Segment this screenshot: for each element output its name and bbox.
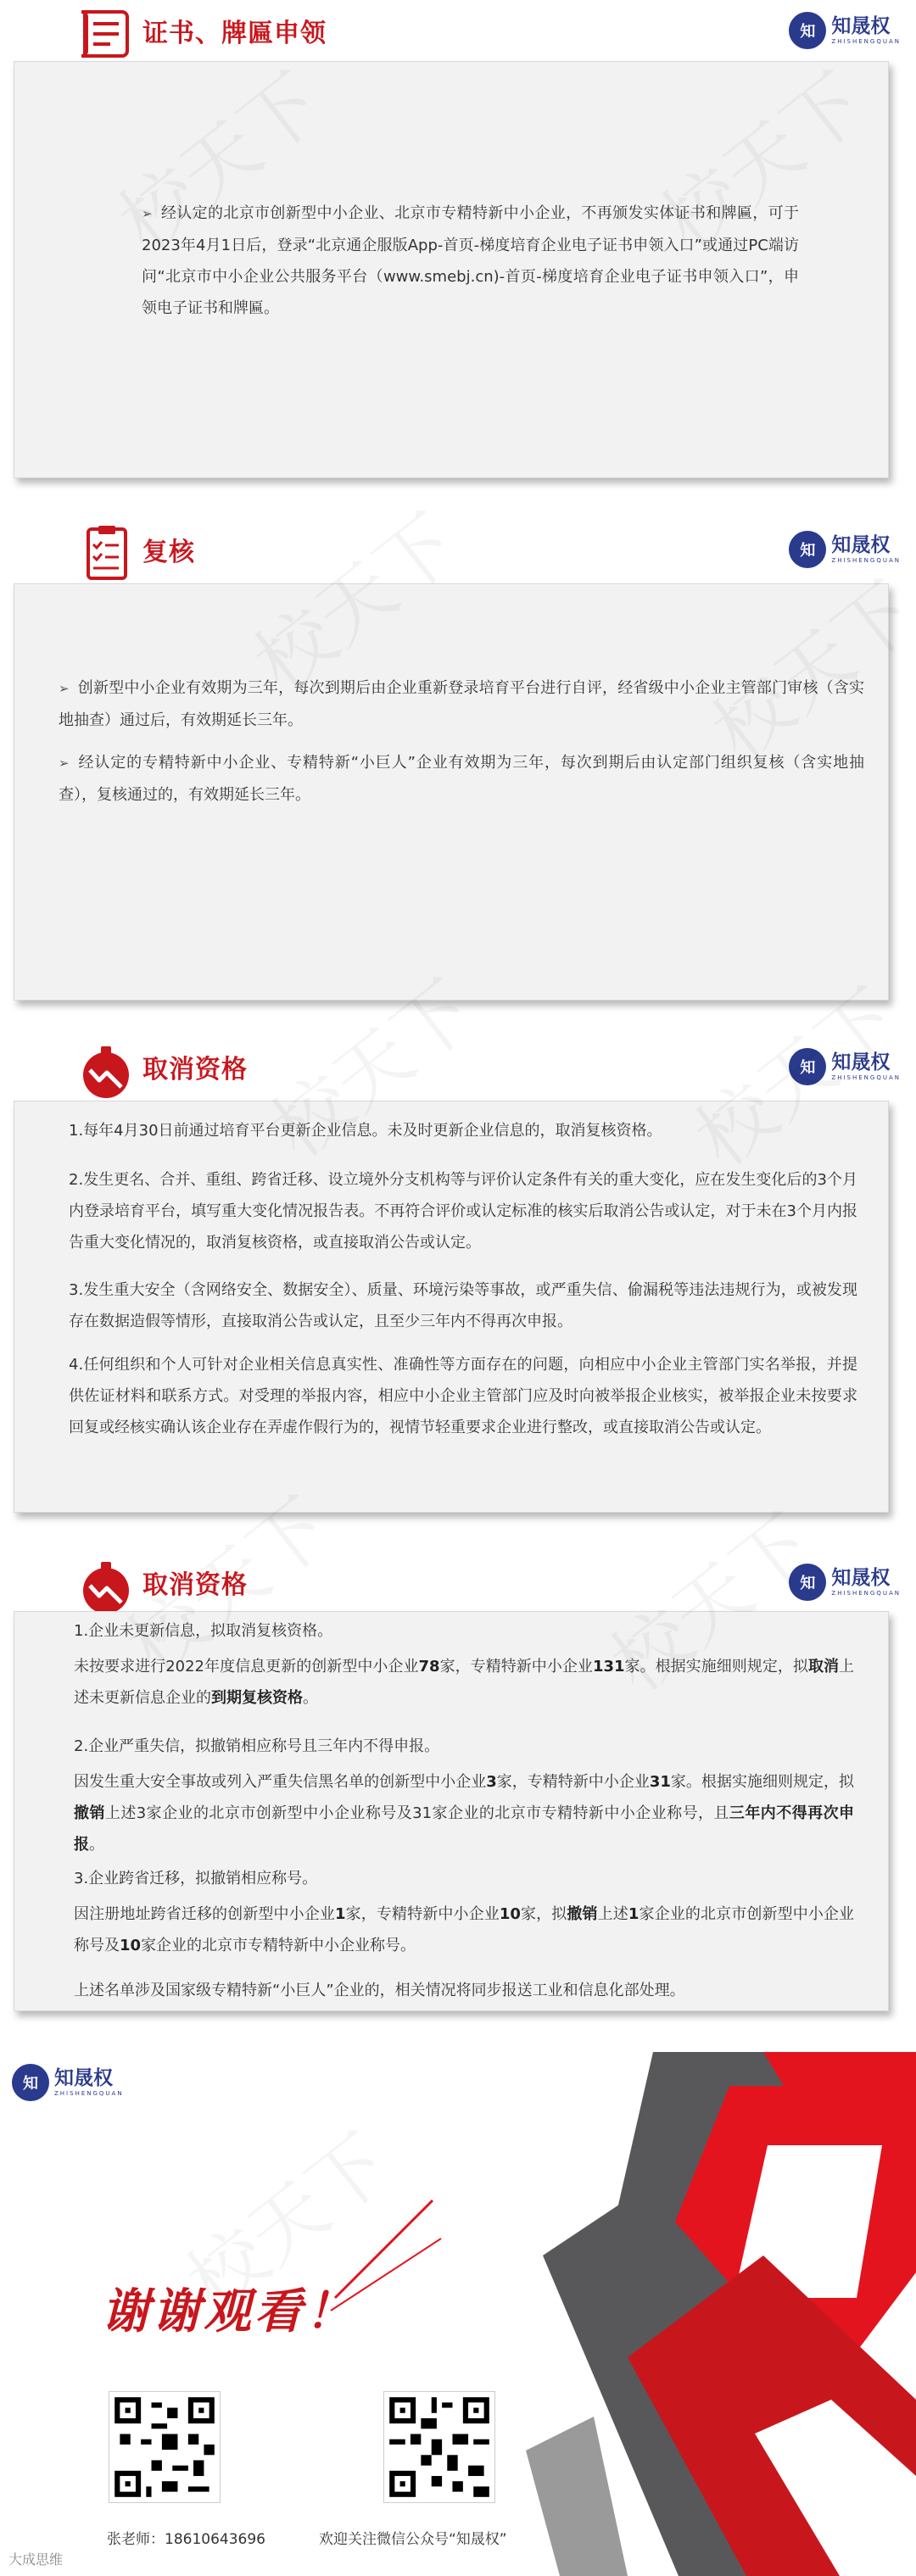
thanks-text: 谢谢观看！	[102, 2283, 356, 2339]
brand-name: 知晟权	[831, 533, 891, 556]
section-header-cancel-list	[0, 1552, 916, 1620]
paragraph: ➢ 经认定的专精特新中小企业、专精特新“小巨人”企业有效期为三年，每次到期后由认定部门组织复核（含实地抽查），复核通过的，有效期延长三年。	[59, 754, 864, 804]
brand-mark-icon: 知	[789, 12, 826, 49]
paragraph: 因发生重大安全事故或列入严重失信黑名单的创新型中小企业3家，专精特新中小企业31家。根据实施细则规定，拟撤销上述3家企业的北京市创新型中小企业称号及31家企业的北京市专精特新中小企业称号，且三年内不得再次申报。	[74, 1773, 855, 1854]
paragraph: 1.每年4月30日前通过培育平台更新企业信息。未及时更新企业信息的，取消复核资格。	[69, 1122, 662, 1140]
qr-code-teacher	[109, 2391, 221, 2503]
decline-chart-icon	[76, 1041, 136, 1101]
brand-name-en: ZHISHENGQUAN	[54, 2089, 124, 2097]
brand-logo	[789, 8, 901, 53]
panel-cancel-list	[14, 1611, 889, 2011]
section-title: 证书、牌匾申领	[142, 19, 327, 48]
checklist-icon	[76, 524, 136, 583]
ending-page	[0, 2052, 916, 2576]
paragraph: 1.企业未更新信息，拟取消复核资格。	[74, 1622, 333, 1640]
arrow-bullet-icon: ➢	[142, 206, 153, 221]
brand-logo	[789, 527, 901, 572]
brand-mark-icon: 知	[12, 2064, 49, 2101]
brand-name: 知晟权	[831, 14, 891, 37]
arrow-bullet-icon: ➢	[59, 756, 70, 771]
brand-name-en: ZHISHENGQUAN	[831, 1073, 901, 1081]
paragraph: 4.任何组织和个人可针对企业相关信息真实性、准确性等方面存在的问题，向相应中小企业主管部门实名举报，并提供佐证材料和联系方式。对受理的举报内容，相应中小企业主管部门应及时向被举报企业核实，被举报企业未按要求回复或经核实确认该企业存在弄虚作假行为的，视情节轻重要求企业进行整改，或直接取消公告或认定。	[69, 1356, 857, 1436]
brand-name: 知晟权	[831, 1566, 891, 1589]
paragraph: 2.发生更名、合并、重组、跨省迁移、设立境外分支机构等与评价认定条件有关的重大变化，应在发生变化后的3个月内登录培育平台，填写重大变化情况报告表。不再符合评价或认定标准的核实后取消公告或认定，对于未在3个月内报告重大变化情况的，取消复核资格，或直接取消公告或认定。	[69, 1171, 857, 1252]
brand-logo	[12, 2060, 124, 2105]
certificate-icon	[76, 5, 136, 64]
decline-chart-icon	[76, 1557, 136, 1616]
paragraph: 未按要求进行2022年度信息更新的创新型中小企业78家，专精特新中小企业131家。根据实施细则规定，拟取消上述未更新信息企业的到期复核资格。	[74, 1658, 855, 1707]
wechat-follow-text: 欢迎关注微信公众号“知晟权”	[319, 2531, 507, 2548]
brand-mark-icon: 知	[789, 1564, 826, 1601]
brand-name-en: ZHISHENGQUAN	[831, 1589, 901, 1597]
arrow-bullet-icon: ➢	[59, 681, 70, 696]
paragraph: 2.企业严重失信，拟撤销相应称号且三年内不得申报。	[74, 1737, 440, 1755]
brand-logo	[789, 1045, 901, 1089]
paragraph: 3.企业跨省迁移，拟撤销相应称号。	[74, 1870, 318, 1887]
section-header-cancel	[0, 1036, 916, 1104]
qr-code-wechat	[383, 2391, 495, 2503]
panel-cancel	[14, 1101, 889, 1513]
panel-review	[14, 583, 889, 1001]
paragraph: 3.发生重大安全（含网络安全、数据安全）、质量、环境污染等事故，或严重失信、偷漏税等违法违规行为，或被发现存在数据造假等情形，直接取消公告或认定，且至少三年内不得再次申报。	[69, 1281, 857, 1330]
brand-name: 知晟权	[831, 1051, 891, 1073]
teacher-contact: 张老师：18610643696	[107, 2531, 265, 2548]
panel-certificate	[14, 61, 889, 478]
paragraph: ➢ 经认定的北京市创新型中小企业、北京市专精特新中小企业，不再颁发实体证书和牌匾，可于2023年4月1日后，登录“北京通企服版App-首页-梯度培育企业电子证书申领入口”或通过PC端访问“北京市中小企业公共服务平台（www.smebj.cn)-首页-梯度培育企业电子证书申领入口”，申领电子证书和牌匾。	[142, 204, 799, 317]
brand-mark-icon: 知	[789, 1048, 826, 1085]
section-title: 取消资格	[142, 1570, 248, 1600]
paragraph: 上述名单涉及国家级专精特新“小巨人”企业的，相关情况将同步报送工业和信息化部处理。	[74, 1982, 685, 1999]
section-title: 复核	[142, 538, 195, 567]
brand-name: 知晟权	[54, 2066, 113, 2089]
brand-logo	[789, 1560, 901, 1604]
brand-name-en: ZHISHENGQUAN	[831, 556, 901, 564]
section-header-review	[0, 519, 916, 587]
brand-name-en: ZHISHENGQUAN	[831, 37, 901, 45]
section-title: 取消资格	[142, 1055, 248, 1084]
paragraph: ➢ 创新型中小企业有效期为三年，每次到期后由企业重新登录培育平台进行自评，经省级中小企业主管部门审核（含实地抽查）通过后，有效期延长三年。	[59, 679, 864, 729]
paragraph: 因注册地址跨省迁移的创新型中小企业1家，专精特新中小企业10家，拟撤销上述1家企业的北京市创新型中小企业称号及10家企业的北京市专精特新中小企业称号。	[74, 1905, 855, 1954]
section-header-certificate	[0, 0, 916, 68]
brand-mark-icon: 知	[789, 531, 826, 568]
corner-watermark: 大成思维	[8, 2551, 64, 2568]
